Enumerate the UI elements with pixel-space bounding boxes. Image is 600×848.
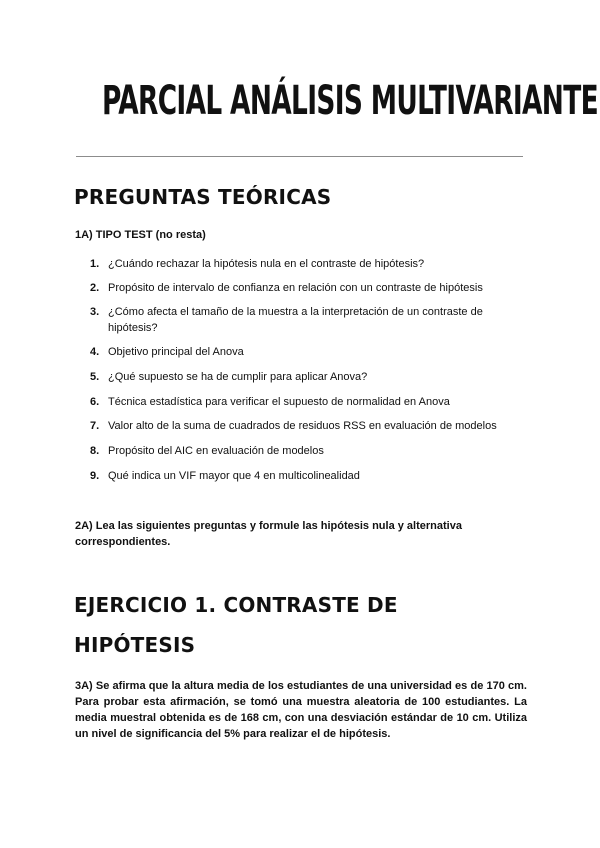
section-heading-teoricas: PREGUNTAS TEÓRICAS: [74, 185, 332, 209]
page-title: PARCIAL ANÁLISIS MULTIVARIANTE: [101, 78, 598, 124]
question-number: 7.: [90, 420, 100, 432]
title-divider: [76, 156, 523, 157]
question-number: 4.: [90, 346, 100, 358]
question-text: Propósito de intervalo de confianza en relación con un contraste de hipótesis: [108, 282, 483, 294]
question-number: 6.: [90, 396, 100, 408]
question-text: ¿Qué supuesto se ha de cumplir para aplicar Anova?: [108, 371, 368, 383]
question-text: Técnica estadística para verificar el supuesto de normalidad en Anova: [108, 396, 450, 408]
question-text: Objetivo principal del Anova: [108, 346, 244, 358]
question-number: 1.: [90, 258, 100, 270]
question-text: Qué indica un VIF mayor que 4 en multicolinealidad: [108, 470, 360, 482]
question-number: 5.: [90, 371, 100, 383]
question-number: 9.: [90, 470, 100, 482]
subheading-2a: 2A) Lea las siguientes preguntas y formule las hipótesis nula y alternativa correspondientes.: [75, 520, 462, 548]
section-heading-ejercicio-1: EJERCICIO 1. CONTRASTE DE: [74, 593, 398, 617]
subheading-1a: 1A) TIPO TEST (no resta): [75, 229, 206, 241]
question-number: 3.: [90, 306, 100, 318]
question-number: 2.: [90, 282, 100, 294]
question-text: ¿Cómo afecta el tamaño de la muestra a la interpretación de un contraste de hipótesis?: [108, 306, 483, 334]
question-text: ¿Cuándo rechazar la hipótesis nula en el contraste de hipótesis?: [108, 258, 425, 270]
question-text: Valor alto de la suma de cuadrados de residuos RSS en evaluación de modelos: [108, 420, 497, 432]
question-text: Propósito del AIC en evaluación de modelos: [108, 445, 324, 457]
question-number: 8.: [90, 445, 100, 457]
section-heading-ejercicio-1-cont: HIPÓTESIS: [74, 633, 196, 657]
exercise-3a-text: 3A) Se afirma que la altura media de los estudiantes de una universidad es de 170 cm. Para probar esta afirmación, se tomó una muestra aleatoria de 100 estudiantes. La media muestral obtenida es de 168 cm, con una desviación estándar de 10 cm. Utiliza un nivel de significancia del 5% para realizar el de hipótesis.: [75, 680, 527, 740]
